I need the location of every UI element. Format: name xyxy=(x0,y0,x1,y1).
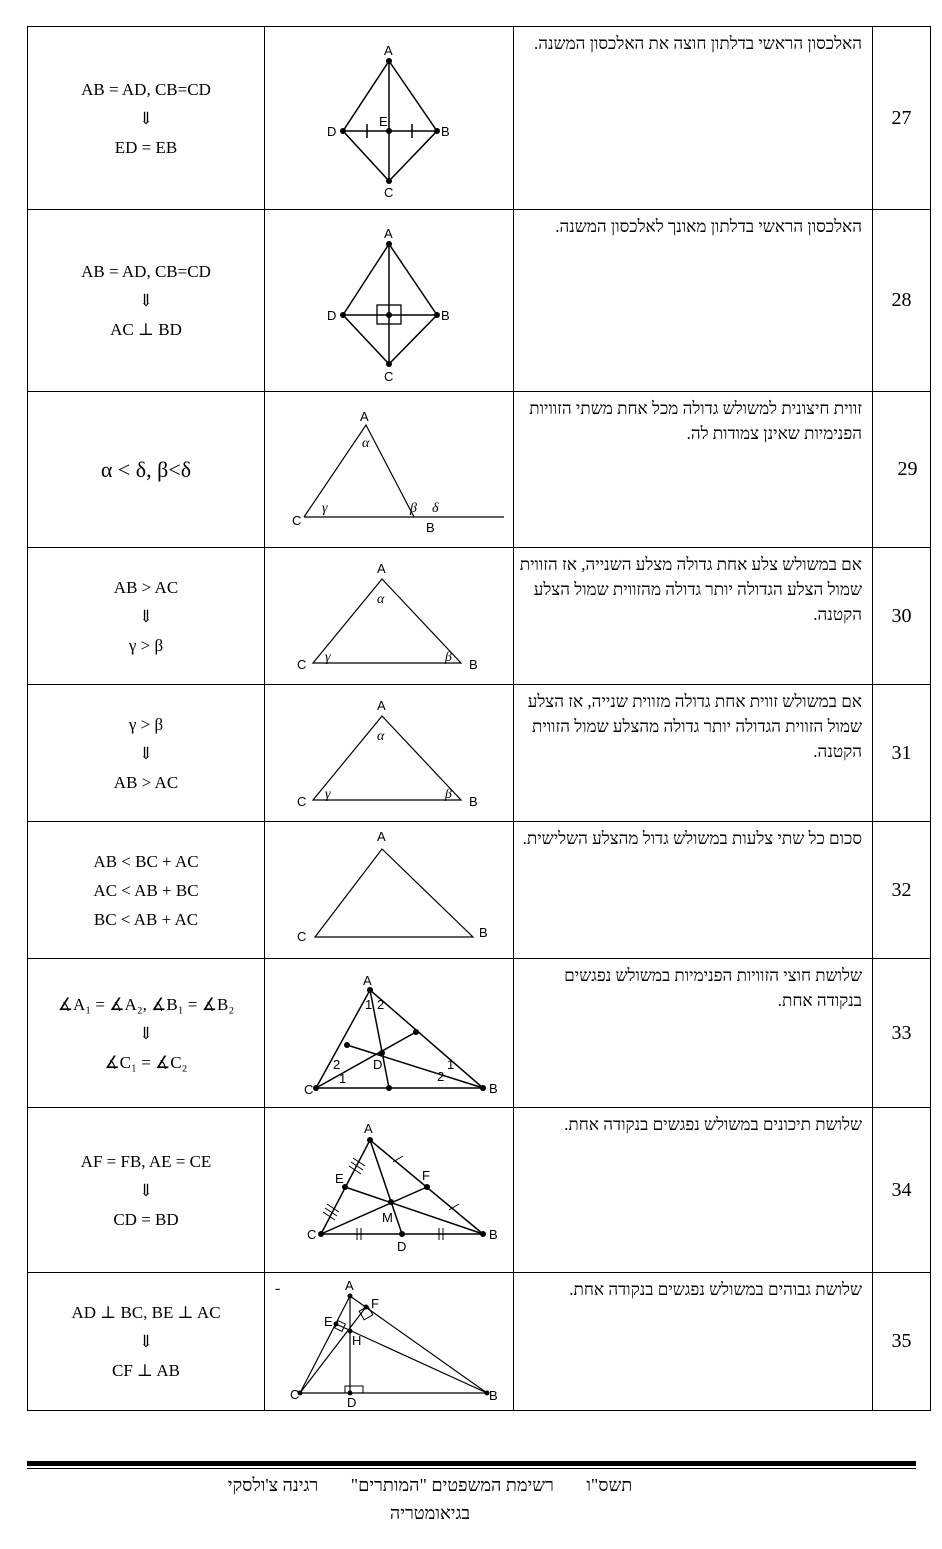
theorem-row xyxy=(28,548,931,685)
svg-text:D: D xyxy=(347,1394,357,1410)
theorem-text: אם במשולש זווית אחת גדולה מזווית שנייה, אז הצלע שמול הזווית הגדולה יותר גדולה מהצלע שמול הזווית הקטנה. xyxy=(514,685,873,822)
svg-text:2: 2 xyxy=(437,1068,445,1084)
theorem-number: 29 xyxy=(873,392,931,548)
theorem-text: שלושת גבוהים במשולש נפגשים בנקודה אחת. xyxy=(514,1273,873,1411)
theorems-table xyxy=(27,26,931,1411)
theorem-number: 34 xyxy=(873,1108,931,1273)
svg-text:B: B xyxy=(426,519,435,535)
svg-text:C: C xyxy=(297,657,307,672)
svg-text:A: A xyxy=(377,829,386,844)
footer-rule-thin xyxy=(27,1468,916,1469)
exterior-angle-diagram xyxy=(274,395,504,545)
svg-text:2: 2 xyxy=(333,1056,341,1072)
figure-cell xyxy=(265,1273,514,1411)
svg-text:γ: γ xyxy=(325,650,331,665)
formula-line: AB = AD, CB=CD xyxy=(81,79,211,99)
formula-line: AB = AD, CB=CD xyxy=(81,262,211,281)
svg-text:E: E xyxy=(324,1313,333,1329)
theorem-row xyxy=(28,685,931,822)
theorem-row xyxy=(28,822,931,959)
formula-line: AF = FB, AE = CE xyxy=(80,1151,212,1171)
svg-text:2: 2 xyxy=(377,996,385,1012)
theorem-number: 27 xyxy=(873,27,931,210)
theorem-row xyxy=(28,959,931,1108)
formula-line: CD = BD xyxy=(113,1209,179,1229)
svg-text:β: β xyxy=(410,500,417,516)
svg-text:D: D xyxy=(373,1056,383,1072)
svg-text:γ: γ xyxy=(322,500,328,516)
footer-title: רשימת המשפטים "המותרים" xyxy=(350,1475,554,1495)
theorem-number: 35 xyxy=(873,1273,931,1411)
svg-text:F: F xyxy=(422,1168,430,1183)
svg-text:E: E xyxy=(335,1171,344,1186)
svg-text:C: C xyxy=(290,1386,300,1402)
side-angle-diagram xyxy=(279,551,499,681)
svg-text:A: A xyxy=(345,1277,354,1293)
formula-line: ∡C₁ = ∡C₂ xyxy=(104,1052,188,1072)
svg-text:β: β xyxy=(445,650,452,665)
theorem-number: 31 xyxy=(873,685,931,822)
svg-text:D: D xyxy=(327,307,337,323)
svg-text:C: C xyxy=(307,1227,317,1242)
svg-text:A: A xyxy=(360,408,369,424)
svg-text:γ: γ xyxy=(325,787,331,802)
footer-rule xyxy=(27,1461,916,1466)
svg-text:M: M xyxy=(382,1210,393,1225)
figure-cell xyxy=(265,959,514,1108)
implies-arrow: ⇓ xyxy=(138,606,154,626)
svg-text:α: α xyxy=(377,729,385,744)
svg-text:A: A xyxy=(384,225,393,241)
theorem-row xyxy=(28,1273,931,1411)
svg-text:1: 1 xyxy=(447,1056,455,1072)
svg-text:D: D xyxy=(327,124,337,139)
theorem-row xyxy=(28,392,931,548)
implies-arrow: ⇓ xyxy=(138,1180,154,1200)
svg-text:C: C xyxy=(297,794,307,809)
formula-line: AC < AB + BC xyxy=(93,880,199,900)
svg-text:B: B xyxy=(469,794,478,809)
svg-text:A: A xyxy=(377,698,386,713)
theorem-number: 33 xyxy=(873,959,931,1108)
formula-line: AB > AC xyxy=(113,772,179,792)
footer-subtitle: בגיאומטריה xyxy=(389,1503,471,1523)
theorem-number: 28 xyxy=(873,210,931,392)
svg-text:B: B xyxy=(441,124,450,139)
formula-cell xyxy=(28,959,265,1108)
svg-text:1: 1 xyxy=(365,996,373,1012)
footer-author: רגינה צ'ולסקי xyxy=(227,1475,319,1495)
svg-text:B: B xyxy=(441,307,450,323)
svg-text:A: A xyxy=(364,1121,373,1136)
kite-diagonal-bisect-diagram xyxy=(319,33,459,203)
svg-text:D: D xyxy=(397,1239,407,1254)
implies-arrow: ⇓ xyxy=(138,1023,154,1043)
formula-cell xyxy=(28,1273,265,1411)
figure-cell xyxy=(265,822,514,959)
figure-cell xyxy=(265,1108,514,1273)
kite-perpendicular-diagram xyxy=(319,216,459,386)
svg-text:E: E xyxy=(379,114,388,129)
svg-text:B: B xyxy=(489,1227,498,1242)
implies-arrow: ⇓ xyxy=(138,743,154,763)
implies-arrow: ⇓ xyxy=(138,108,154,128)
svg-text:B: B xyxy=(479,925,488,940)
theorem-row xyxy=(28,210,931,392)
theorem-text: האלכסון הראשי בדלתון חוצה את האלכסון המשנה. xyxy=(514,27,873,210)
formula-cell xyxy=(28,822,265,959)
formula-line: ∡A₁ = ∡A₂, ∡B₁ = ∡B₂ xyxy=(57,994,235,1014)
theorem-number: 30 xyxy=(873,548,931,685)
theorem-number: 32 xyxy=(873,822,931,959)
theorem-row xyxy=(28,27,931,210)
svg-text:α: α xyxy=(377,592,385,607)
theorem-text: אם במשולש צלע אחת גדולה מצלע השנייה, אז הזווית שמול הצלע הגדולה יותר גדולה מהזווית שמול הצלע הקטנה. xyxy=(514,548,873,685)
figure-cell xyxy=(265,210,514,392)
formula-line: ED = EB xyxy=(114,137,178,157)
formula-cell xyxy=(28,1108,265,1273)
svg-text:A: A xyxy=(384,43,393,58)
formula-line: BC < AB + AC xyxy=(93,909,199,929)
figure-cell xyxy=(265,392,514,548)
formula-cell xyxy=(28,685,265,822)
formula-line: AB < BC + AC xyxy=(93,851,199,871)
formula-line: AB > AC xyxy=(113,577,179,597)
svg-text:δ: δ xyxy=(432,500,439,516)
formula-line: α < δ, β<δ xyxy=(100,457,192,482)
svg-text:B: B xyxy=(489,1387,498,1403)
formula-line: γ > β xyxy=(128,635,164,655)
svg-text:C: C xyxy=(384,185,394,200)
svg-text:F: F xyxy=(371,1295,379,1311)
svg-text:A: A xyxy=(363,972,372,988)
svg-text:B: B xyxy=(489,1080,498,1096)
svg-text:β: β xyxy=(445,787,452,802)
triangle-inequality-diagram xyxy=(279,825,499,955)
theorem-row xyxy=(28,1108,931,1273)
formula-cell xyxy=(28,392,265,548)
footer-year: תשס"ו xyxy=(586,1475,633,1495)
theorem-text: שלושת חוצי הזוויות הפנימיות במשולש נפגשים בנקודה אחת. xyxy=(514,959,873,1108)
svg-text:1: 1 xyxy=(339,1070,347,1086)
figure-cell xyxy=(265,548,514,685)
angle-side-diagram xyxy=(279,688,499,818)
svg-text:A: A xyxy=(377,561,386,576)
stray-mark: - xyxy=(275,1280,281,1297)
svg-text:H: H xyxy=(352,1332,362,1348)
svg-text:C: C xyxy=(297,929,307,944)
svg-text:C: C xyxy=(304,1081,314,1097)
formula-cell xyxy=(28,27,265,210)
formula-cell xyxy=(28,210,265,392)
medians-diagram xyxy=(279,1110,499,1270)
theorem-text: האלכסון הראשי בדלתון מאונך לאלכסון המשנה. xyxy=(514,210,873,392)
formula-line: γ > β xyxy=(128,714,164,734)
angle-bisectors-diagram xyxy=(279,961,499,1106)
svg-text:α: α xyxy=(362,435,370,451)
theorem-text: זווית חיצונית למשולש גדולה מכל אחת משתי הזוויות הפנימיות שאינן צמודות לה. xyxy=(514,392,873,548)
formula-cell xyxy=(28,548,265,685)
theorem-text: סכום כל שתי צלעות במשולש גדול מהצלע השלישית. xyxy=(514,822,873,959)
formula-line: AD ⊥ BC, BE ⊥ AC xyxy=(71,1303,221,1322)
formula-line: CF ⊥ AB xyxy=(112,1361,180,1380)
implies-arrow: ⇓ xyxy=(138,291,154,310)
page-footer xyxy=(150,1471,710,1527)
svg-text:C: C xyxy=(384,368,394,384)
theorem-text: שלושת תיכונים במשולש נפגשים בנקודה אחת. xyxy=(514,1108,873,1273)
formula-line: AC ⊥ BD xyxy=(110,320,182,339)
figure-cell xyxy=(265,685,514,822)
svg-text:B: B xyxy=(469,657,478,672)
footer-line xyxy=(150,1471,710,1499)
implies-arrow: ⇓ xyxy=(138,1332,154,1351)
svg-text:C: C xyxy=(292,512,302,528)
altitudes-diagram xyxy=(274,1274,504,1410)
figure-cell xyxy=(265,27,514,210)
